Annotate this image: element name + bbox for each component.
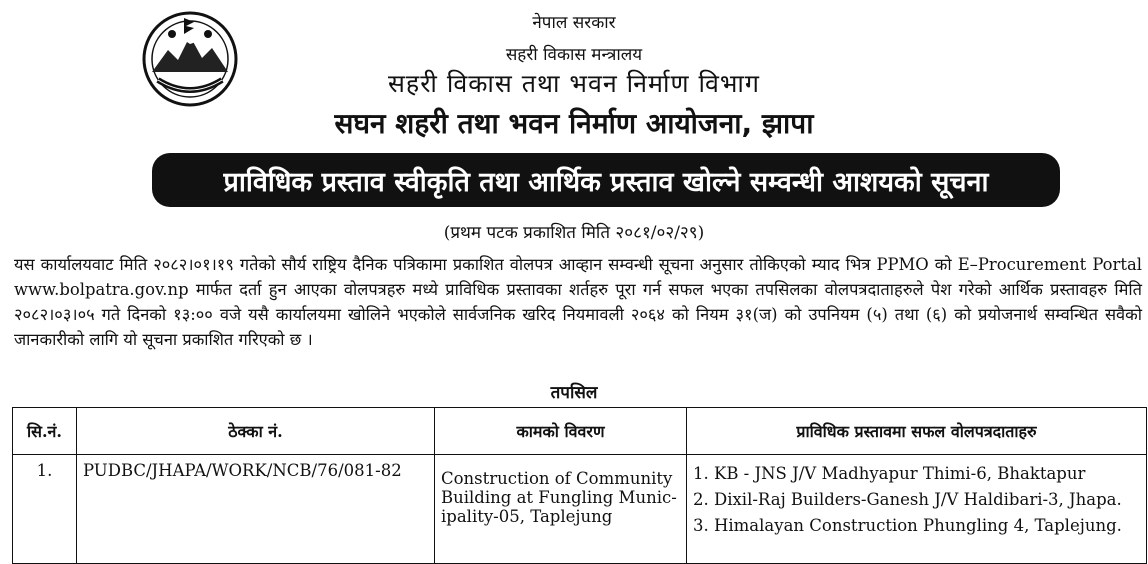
project-name: सघन शहरी तथा भवन निर्माण आयोजना, झापा <box>334 107 814 140</box>
successful-bidders-table <box>12 407 1147 564</box>
table-row <box>13 455 1147 564</box>
notice-body: यस कार्यालयवाट मिति २०८२।०१।१९ गतेको सौर्य राष्ट्रिय दैनिक पत्रिकामा प्रकाशित वोलपत्र आव्हान सम्वन्धी सूचना अनुसार तोकिएको म्याद भित्र PPMO को E–Procurement Portal www.bolpatra.gov.np मार्फत दर्ता हुन आएका वोलपत्रहरु मध्ये प्राविधिक प्रस्तावका शर्तहरु पूरा गर्न सफल भएका तपसिलका वोलपत्रदाताहरुले पेश गरेको आर्थिक प्रस्तावहरु मिति २०८२।०३।०५ गते दिनको १३:०० वजे यसै कार्यालयमा खोलिने भएकोले सार्वजनिक खरिद नियमावली २०६४ को नियम ३१(ज) को उपनियम (५) तथा (६) को प्रयोजनार्थ सम्वन्धित सवैको जानकारीको लागि यो सूचना प्रकाशित गरिएको छ । <box>14 255 1142 349</box>
cell-bidders <box>687 455 1147 564</box>
notice-title-banner <box>152 153 1060 207</box>
notice-title: प्राविधिक प्रस्ताव स्वीकृति तथा आर्थिक प्रस्ताव खोल्ने सम्वन्धी आशयको सूचना <box>223 166 989 198</box>
bidder-item: 1. KB - JNS J/V Madhyapur Thimi-6, Bhaktapur <box>693 464 1086 483</box>
cell-description: Construction of Community Building at Fungling Munic-ipality-05, Taplejung <box>435 455 687 564</box>
table-title: तपसिल <box>550 383 598 403</box>
department-name: सहरी विकास तथा भवन निर्माण विभाग <box>388 69 760 98</box>
cell-contract: PUDBC/JHAPA/WORK/NCB/76/081-82 <box>77 455 435 564</box>
publication-date: (प्रथम पटक प्रकाशित मिति २०८१/०२/२९) <box>443 223 705 243</box>
table-header-row <box>13 408 1147 455</box>
bidder-item: 3. Himalayan Construction Phungling 4, Taplejung. <box>693 516 1122 535</box>
header-contract: ठेक्का नं. <box>77 408 435 455</box>
header-bidders: प्राविधिक प्रस्तावमा सफल वोलपत्रदाताहरु <box>687 408 1147 455</box>
government-name: नेपाल सरकार <box>532 13 616 33</box>
bidder-item: 2. Dixil-Raj Builders-Ganesh J/V Haldibari-3, Jhapa. <box>693 490 1122 509</box>
header-description: कामको विवरण <box>435 408 687 455</box>
ministry-name: सहरी विकास मन्त्रालय <box>505 45 643 65</box>
header-sn: सि.नं. <box>13 408 77 455</box>
cell-sn: 1. <box>13 455 77 564</box>
